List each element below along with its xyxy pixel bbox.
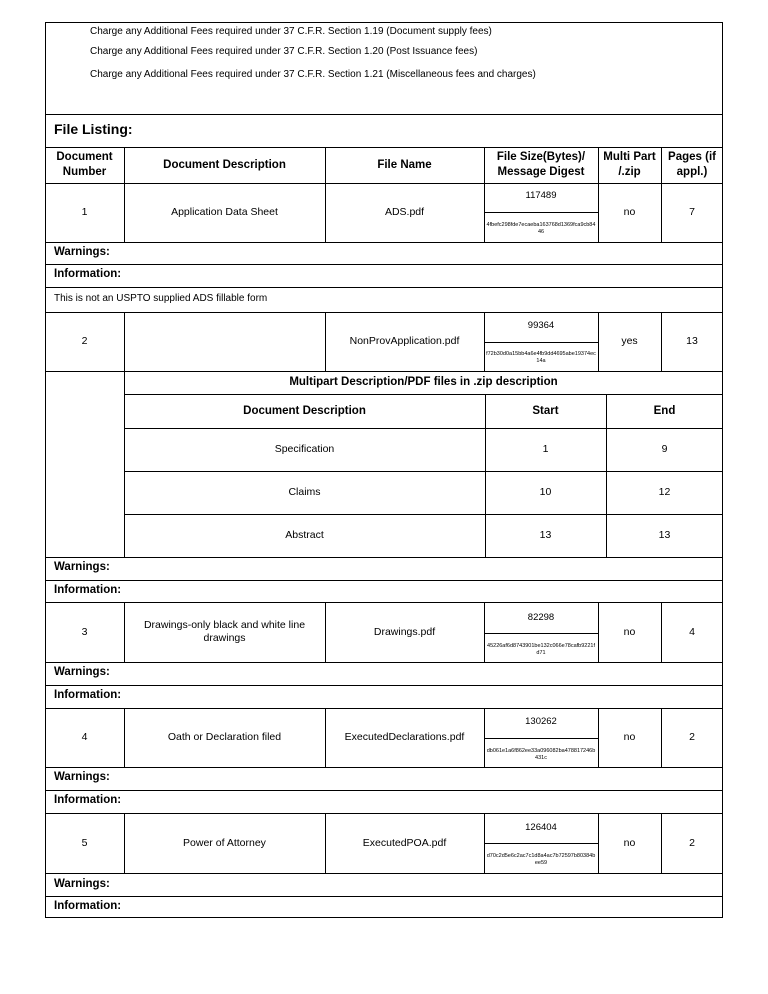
divider (45, 662, 723, 663)
header-pages: Pages (if appl.) (668, 151, 716, 178)
multipart-row-description: Specification (274, 443, 335, 455)
multipart-row-description: Claims (288, 486, 321, 498)
fee-line-1-21: Charge any Additional Fees required under 37 C.F.R. Section 1.21 (Miscellaneous fees and charges) (90, 69, 536, 80)
header-file-name: File Name (377, 158, 432, 171)
multipart-row-end: 13 (658, 529, 671, 541)
doc-1-multi-part: no (623, 206, 636, 218)
doc-3-number: 3 (81, 625, 88, 638)
header-multi-part: Multi Part /.zip (603, 151, 656, 178)
divider (45, 580, 723, 581)
multipart-title: Multipart Description/PDF files in .zip description (289, 376, 558, 388)
multipart-row-description: Abstract (285, 529, 324, 541)
doc-4-information-label: Information: (54, 794, 122, 806)
fee-line-1-19: Charge any Additional Fees required under 37 C.F.R. Section 1.19 (Document supply fees) (90, 26, 492, 37)
doc-5-file-size: 126404 (525, 822, 557, 833)
doc-4-message-digest: db061e1a6f862ee33a096082ba478817246b431c (486, 748, 596, 761)
divider (45, 557, 723, 558)
divider (45, 873, 723, 874)
doc-3-multi-part: no (623, 625, 636, 638)
doc-2-message-digest: f72b30d0a15bb4a6e4fb9dd4695abe19374ec14a (486, 351, 596, 364)
doc-2-file-size: 99364 (527, 320, 555, 331)
doc-1-pages: 7 (689, 206, 695, 218)
divider (45, 685, 723, 686)
divider (45, 371, 723, 372)
header-document-description: Document Description (163, 158, 286, 171)
doc-5-description: Power of Attorney (183, 836, 266, 849)
doc-2-description (124, 312, 325, 371)
doc-3-warnings-label: Warnings: (54, 666, 110, 678)
doc-3-information-label: Information: (54, 689, 122, 701)
divider (45, 896, 723, 897)
multipart-row-start: 10 (539, 486, 552, 498)
doc-5-warnings-label: Warnings: (54, 878, 110, 890)
divider (484, 212, 598, 213)
doc-5-file-name: ExecutedPOA.pdf (362, 836, 447, 849)
doc-4-file-size: 130262 (525, 716, 557, 727)
multipart-header-start: Start (532, 404, 559, 417)
column-line (484, 602, 485, 662)
doc-4-number: 4 (81, 731, 88, 743)
divider (45, 767, 723, 768)
doc-1-file-size: 117489 (525, 190, 557, 201)
fee-line-1-20: Charge any Additional Fees required under 37 C.F.R. Section 1.20 (Post Issuance fees) (90, 46, 478, 57)
multipart-row-start: 1 (542, 443, 549, 455)
doc-3-pages: 4 (689, 625, 695, 638)
doc-2-file-name: NonProvApplication.pdf (349, 335, 460, 347)
doc-5-number: 5 (81, 836, 88, 849)
doc-5-information-label: Information: (54, 900, 122, 912)
doc-3-message-digest: 45226af6d8743901be132c066e78cafb9221fd71 (487, 643, 595, 656)
divider (45, 264, 723, 265)
multipart-header-description: Document Description (243, 404, 366, 417)
doc-3-file-name: Drawings.pdf (373, 625, 436, 638)
doc-3-file-size: 82298 (527, 612, 555, 623)
multipart-row-end: 9 (661, 443, 668, 455)
column-line (124, 602, 125, 662)
doc-2-multi-part: yes (621, 335, 638, 347)
doc-2-pages: 13 (686, 335, 698, 347)
doc-3-description: Drawings-only black and white line drawings (143, 619, 306, 644)
doc-4-warnings-label: Warnings: (54, 771, 110, 783)
doc-2-warnings-label: Warnings: (54, 561, 110, 573)
header-file-size: File Size(Bytes)/ Message Digest (496, 151, 586, 178)
doc-4-pages: 2 (689, 731, 695, 743)
doc-5-pages: 2 (689, 836, 695, 849)
divider (45, 114, 723, 115)
divider (45, 287, 723, 288)
divider (45, 242, 723, 243)
doc-2-number: 2 (81, 335, 88, 347)
header-document-number: Document Number (56, 151, 113, 178)
divider (484, 342, 598, 343)
doc-5-message-digest: d70c2d5e6c2ac7c1d8a4ac7b72597b80384bee59 (486, 853, 596, 866)
divider (484, 633, 598, 634)
doc-4-multi-part: no (623, 731, 636, 743)
doc-2-information-label: Information: (54, 584, 122, 596)
multipart-row-start: 13 (539, 529, 552, 541)
doc-5-multi-part: no (623, 836, 636, 849)
doc-4-file-name: ExecutedDeclarations.pdf (344, 731, 465, 743)
doc-4-description: Oath or Declaration filed (167, 731, 282, 743)
doc-1-information-label: Information: (54, 268, 122, 280)
multipart-header-end: End (653, 404, 676, 417)
doc-1-warnings-label: Warnings: (54, 246, 110, 258)
doc-1-file-name: ADS.pdf (384, 206, 425, 218)
divider (484, 738, 598, 739)
file-listing-title: File Listing: (54, 121, 133, 137)
doc-1-description: Application Data Sheet (171, 206, 278, 218)
doc-1-information-note: This is not an USPTO supplied ADS fillable form (54, 293, 268, 304)
doc-1-message-digest: 4fbefc298fde7ecaeba163768d1369fca9cb8446 (486, 222, 596, 235)
doc-1-number: 1 (81, 206, 88, 218)
multipart-row-end: 12 (658, 486, 671, 498)
divider (484, 843, 598, 844)
divider (45, 790, 723, 791)
